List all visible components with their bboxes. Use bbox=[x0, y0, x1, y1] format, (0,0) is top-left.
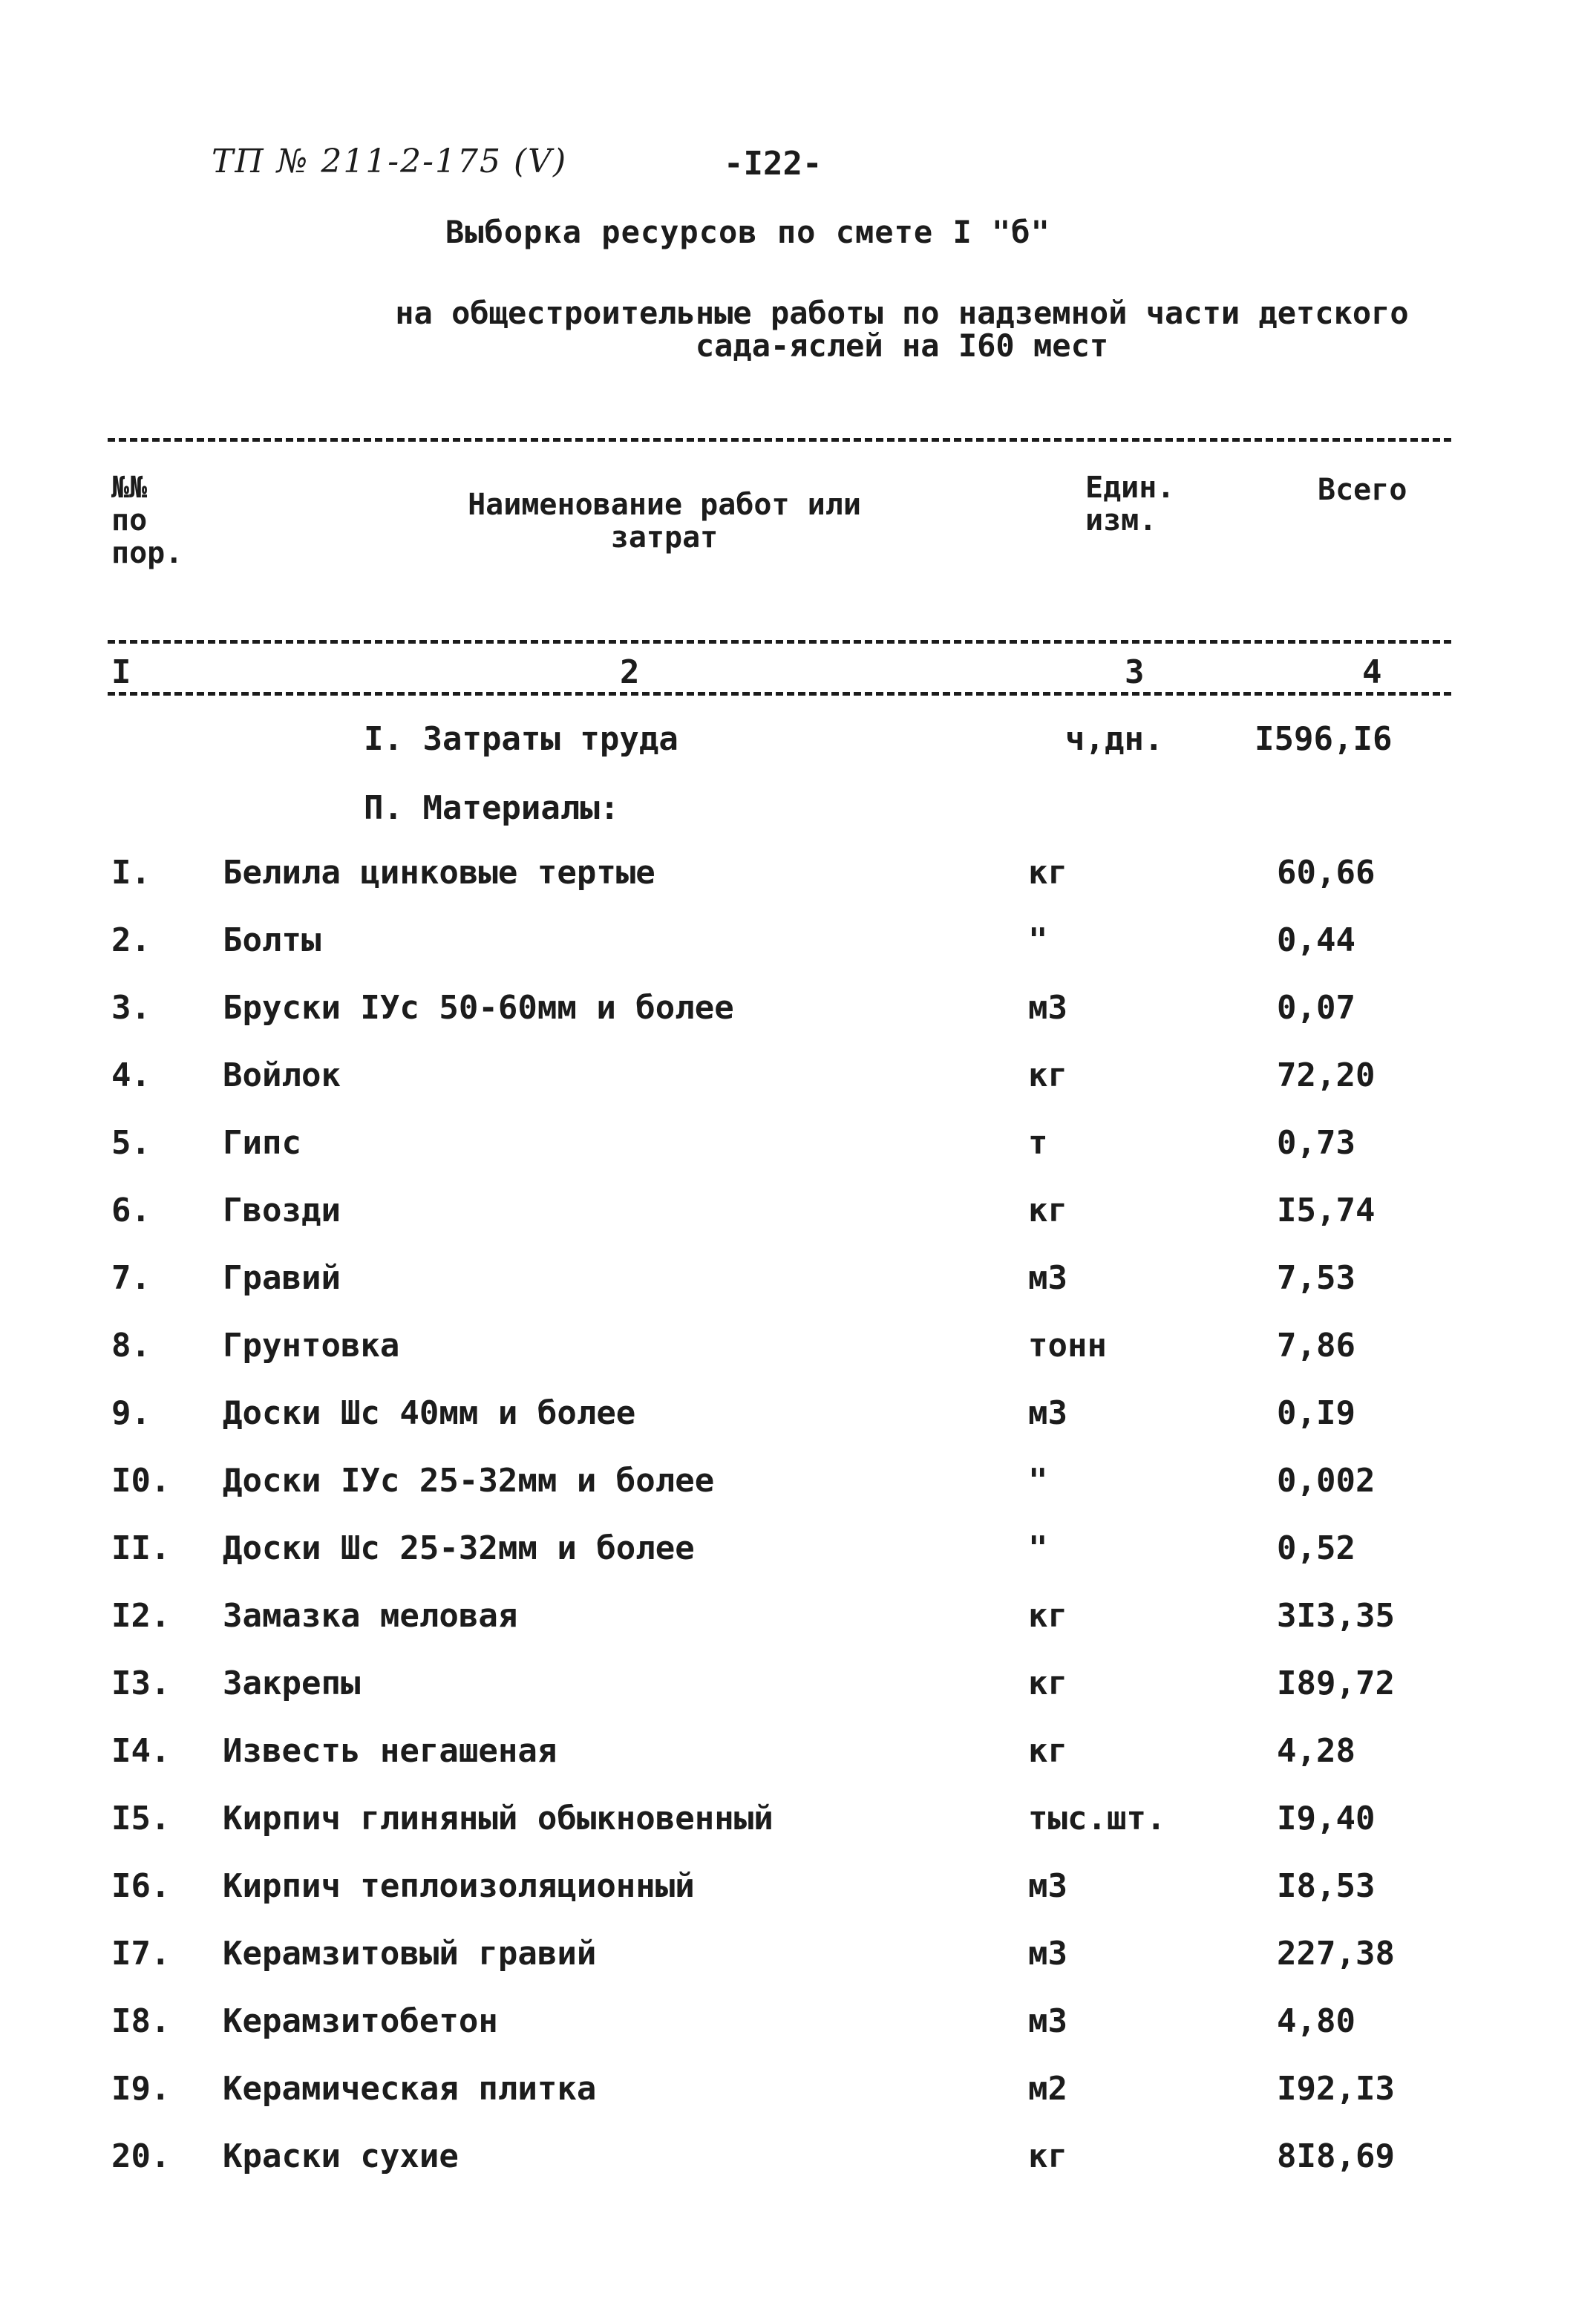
table-row bbox=[0, 989, 1596, 1033]
column-number-2: 2 bbox=[620, 653, 640, 691]
row-name: Краски сухие bbox=[223, 2137, 459, 2175]
row-total: 0,07 bbox=[1277, 989, 1355, 1027]
row-unit: м3 bbox=[1028, 1394, 1067, 1432]
row-number: 4. bbox=[111, 1056, 151, 1094]
table-row bbox=[0, 1192, 1596, 1236]
subtitle-line-1: на общестроительные работы по надземной части детского bbox=[395, 295, 1409, 331]
row-number: I4. bbox=[111, 1732, 171, 1770]
column-header-unit: Един. изм. bbox=[1085, 471, 1175, 538]
row-unit: " bbox=[1028, 921, 1048, 959]
row-name: Замазка меловая bbox=[223, 1597, 518, 1635]
row-name: Доски Шс 25-32мм и более bbox=[223, 1529, 695, 1567]
row-number: 8. bbox=[111, 1327, 151, 1365]
row-name: Грунтовка bbox=[223, 1327, 400, 1365]
row-number: I5. bbox=[111, 1800, 171, 1837]
table-row bbox=[0, 1732, 1596, 1777]
row-total: 72,20 bbox=[1277, 1056, 1376, 1094]
header-bottom-rule bbox=[108, 640, 1451, 644]
row-unit: м3 bbox=[1028, 1259, 1067, 1297]
row-total: I5,74 bbox=[1277, 1192, 1376, 1229]
row-unit: кг bbox=[1028, 1664, 1067, 1702]
row-total: 3I3,35 bbox=[1277, 1597, 1395, 1635]
row-total: 60,66 bbox=[1277, 854, 1376, 892]
row-number: I8. bbox=[111, 2002, 171, 2040]
row-name: Гипс bbox=[223, 1124, 301, 1162]
row-total: 7,53 bbox=[1277, 1259, 1355, 1297]
labor-unit: ч,дн. bbox=[1065, 720, 1164, 758]
table-row bbox=[0, 1056, 1596, 1101]
materials-section-label: П. Материалы: bbox=[364, 789, 620, 827]
row-total: 4,28 bbox=[1277, 1732, 1355, 1770]
row-total: 0,I9 bbox=[1277, 1394, 1355, 1432]
row-unit: " bbox=[1028, 1529, 1048, 1567]
row-unit: т bbox=[1028, 1124, 1048, 1162]
table-row bbox=[0, 1867, 1596, 1912]
row-number: 3. bbox=[111, 989, 151, 1027]
row-total: I89,72 bbox=[1277, 1664, 1395, 1702]
row-total: 4,80 bbox=[1277, 2002, 1355, 2040]
row-unit: м3 bbox=[1028, 1867, 1067, 1905]
row-name: Известь негашеная bbox=[223, 1732, 557, 1770]
row-number: 9. bbox=[111, 1394, 151, 1432]
row-name: Болты bbox=[223, 921, 321, 959]
row-name: Белила цинковые тертые bbox=[223, 854, 655, 892]
table-row bbox=[0, 1462, 1596, 1506]
row-unit: кг bbox=[1028, 1732, 1067, 1770]
table-row bbox=[0, 1124, 1596, 1169]
row-name: Керамзитовый гравий bbox=[223, 1935, 597, 1973]
row-name: Доски Шс 40мм и более bbox=[223, 1394, 636, 1432]
row-name: Закрепы bbox=[223, 1664, 361, 1702]
row-number: 20. bbox=[111, 2137, 171, 2175]
row-number: I0. bbox=[111, 1462, 171, 1500]
table-row bbox=[0, 1327, 1596, 1371]
column-header-total: Всего bbox=[1318, 473, 1407, 507]
row-total: 0,44 bbox=[1277, 921, 1355, 959]
column-header-num: №№ по пор. bbox=[111, 471, 183, 570]
row-number: 2. bbox=[111, 921, 151, 959]
row-unit: кг bbox=[1028, 2137, 1067, 2175]
row-unit: тыс.шт. bbox=[1028, 1800, 1166, 1837]
column-number-3: 3 bbox=[1125, 653, 1145, 691]
row-number: I2. bbox=[111, 1597, 171, 1635]
row-total: 227,38 bbox=[1277, 1935, 1395, 1973]
column-number-rule bbox=[108, 692, 1451, 696]
row-total: 8I8,69 bbox=[1277, 2137, 1395, 2175]
row-name: Гравий bbox=[223, 1259, 341, 1297]
row-number: I6. bbox=[111, 1867, 171, 1905]
table-row bbox=[0, 1394, 1596, 1439]
row-name: Войлок bbox=[223, 1056, 341, 1094]
table-row bbox=[0, 1529, 1596, 1574]
row-total: 0,52 bbox=[1277, 1529, 1355, 1567]
labor-total: I596,I6 bbox=[1255, 720, 1393, 758]
labor-section-label: I. Затраты труда bbox=[364, 720, 678, 758]
row-unit: м2 bbox=[1028, 2070, 1067, 2108]
row-unit: тонн bbox=[1028, 1327, 1107, 1365]
row-name: Бруски IУс 50-60мм и более bbox=[223, 989, 734, 1027]
row-total: 7,86 bbox=[1277, 1327, 1355, 1365]
row-number: I3. bbox=[111, 1664, 171, 1702]
row-unit: м3 bbox=[1028, 2002, 1067, 2040]
table-row bbox=[0, 2002, 1596, 2047]
subtitle-line-2: сада-яслей на I60 мест bbox=[695, 327, 1109, 364]
table-top-rule bbox=[108, 438, 1451, 442]
table-row bbox=[0, 2070, 1596, 2114]
table-row bbox=[0, 1664, 1596, 1709]
row-number: I9. bbox=[111, 2070, 171, 2108]
row-name: Керамическая плитка bbox=[223, 2070, 597, 2108]
row-unit: м3 bbox=[1028, 1935, 1067, 1973]
row-total: I8,53 bbox=[1277, 1867, 1376, 1905]
table-row bbox=[0, 1259, 1596, 1304]
document-code: ТП № 211-2-175 (V) bbox=[212, 143, 568, 180]
page-number: -I22- bbox=[724, 145, 822, 183]
row-name: Доски IУс 25-32мм и более bbox=[223, 1462, 715, 1500]
row-total: I9,40 bbox=[1277, 1800, 1376, 1837]
column-number-4: 4 bbox=[1362, 653, 1382, 691]
row-number: 7. bbox=[111, 1259, 151, 1297]
row-unit: кг bbox=[1028, 854, 1067, 892]
table-row bbox=[0, 1935, 1596, 1979]
row-name: Кирпич глиняный обыкновенный bbox=[223, 1800, 774, 1837]
row-unit: кг bbox=[1028, 1597, 1067, 1635]
row-unit: кг bbox=[1028, 1192, 1067, 1229]
row-number: I7. bbox=[111, 1935, 171, 1973]
row-number: II. bbox=[111, 1529, 171, 1567]
document-subtitle bbox=[319, 297, 1485, 362]
row-name: Гвозди bbox=[223, 1192, 341, 1229]
row-unit: кг bbox=[1028, 1056, 1067, 1094]
document-title: Выборка ресурсов по смете I "б" bbox=[445, 214, 1050, 250]
table-row bbox=[0, 1800, 1596, 1844]
table-row bbox=[0, 1597, 1596, 1641]
table-row bbox=[0, 921, 1596, 966]
row-name: Кирпич теплоизоляционный bbox=[223, 1867, 695, 1905]
row-number: 6. bbox=[111, 1192, 151, 1229]
row-number: 5. bbox=[111, 1124, 151, 1162]
row-total: 0,002 bbox=[1277, 1462, 1376, 1500]
row-total: 0,73 bbox=[1277, 1124, 1355, 1162]
table-row bbox=[0, 854, 1596, 898]
row-unit: " bbox=[1028, 1462, 1048, 1500]
column-header-name: Наименование работ или затрат bbox=[468, 488, 861, 555]
row-number: I. bbox=[111, 854, 151, 892]
row-total: I92,I3 bbox=[1277, 2070, 1395, 2108]
column-number-1: I bbox=[111, 653, 131, 691]
table-row bbox=[0, 2137, 1596, 2182]
row-name: Керамзитобетон bbox=[223, 2002, 498, 2040]
row-unit: м3 bbox=[1028, 989, 1067, 1027]
